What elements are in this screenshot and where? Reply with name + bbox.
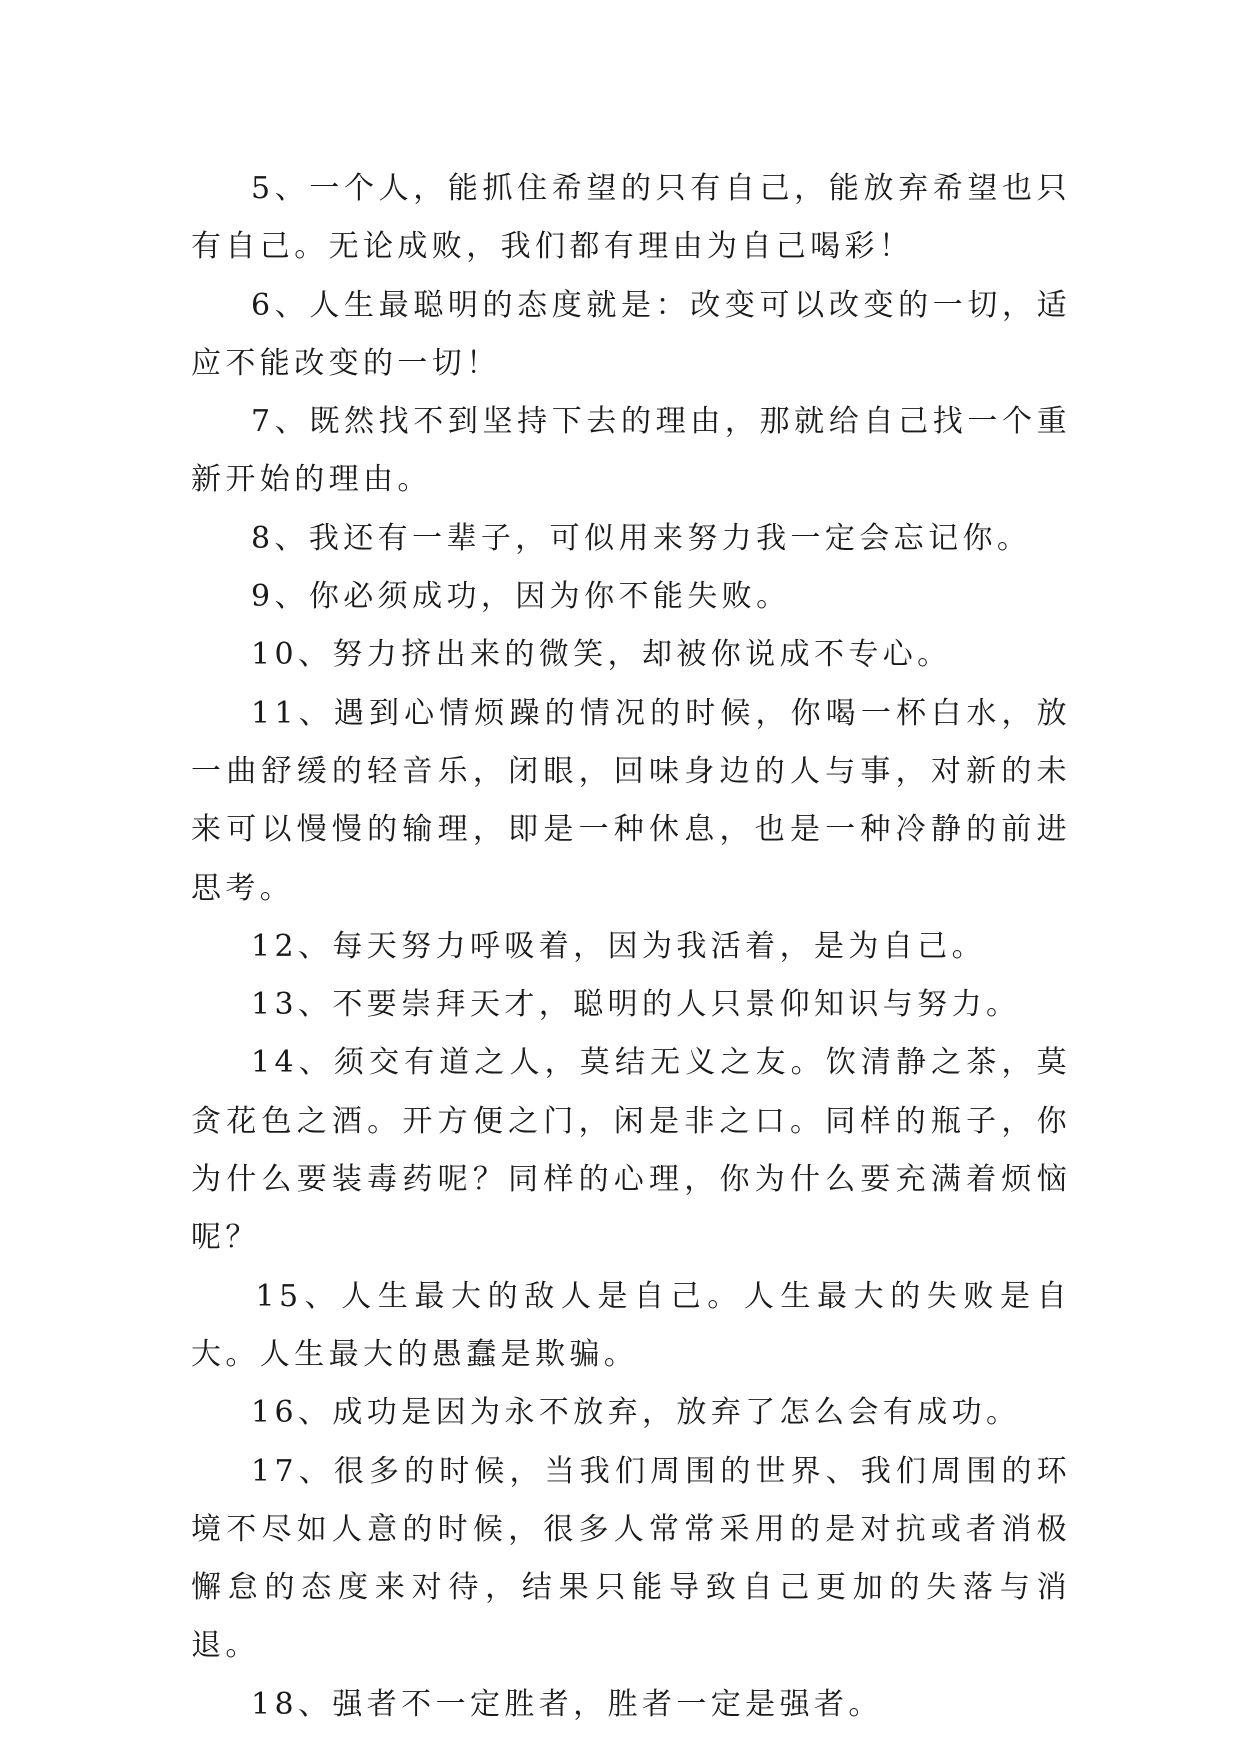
quote-paragraph-15: 15、人生最大的敌人是自己。人生最大的失败是自大。人生最大的愚蠢是欺骗。 [191,1278,1071,1372]
quote-paragraph-9: 9、你必须成功，因为你不能失败。 [251,579,791,615]
quote-paragraph-12: 12、每天努力呼吸着，因为我活着，是为自己。 [251,928,986,964]
quote-paragraph-13: 13、不要崇拜天才，聪明的人只景仰知识与努力。 [251,987,1021,1023]
quote-paragraph-14: 14、须交有道之人，莫结无义之友。饮清静之茶，莫贪花色之酒。开方便之门，闲是非之口。同样的瓶子，你为什么要装毒药呢？同样的心理，你为什么要充满着烦恼呢？ [191,1045,1071,1256]
quote-paragraph-11: 11、遇到心情烦躁的情况的时候，你喝一杯白水，放一曲舒缓的轻音乐，闭眼，回味身边的人与事，对新的未来可以慢慢的输理，即是一种休息，也是一种冷静的前进思考。 [191,695,1071,906]
quote-paragraph-6: 6、人生最聪明的态度就是：改变可以改变的一切，适应不能改变的一切！ [191,287,1071,381]
quote-paragraph-5: 5、一个人，能抓住希望的只有自己，能放弃希望也只有自己。无论成败，我们都有理由为自己喝彩！ [191,171,1071,265]
quote-paragraph-10: 10、努力挤出来的微笑，却被你说成不专心。 [251,637,952,673]
quote-paragraph-18: 18、强者不一定胜者，胜者一定是强者。 [251,1686,883,1722]
quote-paragraph-16: 16、成功是因为永不放弃，放弃了怎么会有成功。 [251,1395,1021,1431]
quote-paragraph-8: 8、我还有一辈子，可似用来努力我一定会忘记你。 [251,520,1032,556]
quote-paragraph-17: 17、很多的时候，当我们周围的世界、我们周围的环境不尽如人意的时候，很多人常常采用的是对抗或者消极懈怠的态度来对待，结果只能导致自己更加的失落与消退。 [191,1453,1071,1664]
quote-paragraph-7: 7、既然找不到坚持下去的理由，那就给自己找一个重新开始的理由。 [191,404,1071,498]
document-body [191,160,1071,1734]
